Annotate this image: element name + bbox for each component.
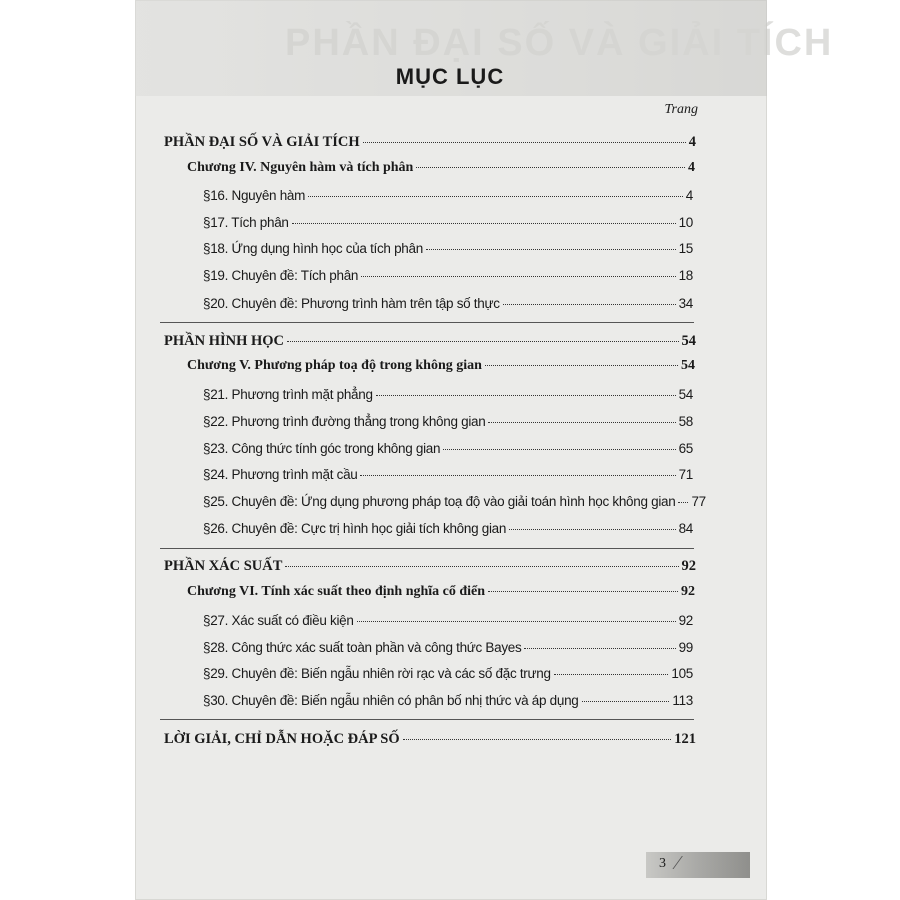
toc-entry-part [164, 558, 696, 575]
toc-entry-page: 113 [672, 693, 693, 708]
toc-entry-label: §24. Phương trình mặt cầu [203, 467, 358, 482]
toc-entry-page: 58 [678, 414, 693, 429]
toc-entry-page: 92 [681, 584, 695, 599]
toc-entry-part [164, 333, 696, 350]
toc-entry-label: §18. Ứng dụng hình học của tích phân [203, 241, 423, 256]
dot-leader [582, 701, 670, 702]
toc-entry-section [203, 693, 693, 708]
dot-leader [376, 395, 676, 396]
toc-entry-page: 54 [681, 358, 695, 373]
toc-entry-page: 4 [688, 160, 695, 175]
dot-leader [403, 739, 672, 740]
dot-leader [554, 674, 669, 675]
toc-entry-page: 84 [678, 521, 693, 536]
toc-entry-section [203, 640, 693, 655]
toc-entry-page: 54 [681, 333, 696, 349]
toc-entry-page: 99 [678, 640, 693, 655]
dot-leader [287, 341, 678, 342]
toc-entry-page: 92 [681, 558, 696, 574]
toc-entry-page: 121 [674, 731, 696, 747]
toc-entry-label: §19. Chuyên đề: Tích phân [203, 268, 359, 283]
toc-entry-label: §28. Công thức xác suất toàn phần và công thức Bayes [203, 640, 522, 655]
toc-entry-page: 18 [678, 268, 693, 283]
toc-entry-section [203, 521, 693, 536]
dot-leader [503, 304, 676, 305]
show-through-text: PHẦN ĐẠI SỐ VÀ GIẢI TÍCH [285, 22, 834, 64]
dot-leader [678, 502, 688, 503]
toc-entry-label: LỜI GIẢI, CHỈ DẪN HOẶC ĐÁP SỐ [164, 731, 400, 747]
toc-entry-part [164, 731, 696, 748]
toc-entry-page: 71 [678, 467, 693, 482]
toc-entry-label: §22. Phương trình đường thẳng trong không gian [203, 414, 486, 429]
toc-entry-label: Chương IV. Nguyên hàm và tích phân [187, 160, 414, 175]
dot-leader [443, 449, 675, 450]
page-title: MỤC LỤC [395, 64, 505, 89]
toc-entry-section [203, 666, 693, 681]
toc-entry-page: 4 [685, 188, 693, 203]
toc-entry-section [203, 215, 693, 230]
dot-leader [488, 422, 675, 423]
dot-leader [485, 365, 678, 366]
section-divider [160, 719, 694, 720]
toc-entry-section [203, 414, 693, 429]
toc-entry-label: PHẦN ĐẠI SỐ VÀ GIẢI TÍCH [164, 134, 360, 150]
toc-entry-label: §16. Nguyên hàm [203, 188, 306, 203]
dot-leader [308, 196, 683, 197]
dot-leader [285, 566, 678, 567]
toc-entry-section [203, 613, 693, 628]
toc-entry-page: 15 [678, 241, 693, 256]
toc-entry-label: §27. Xác suất có điều kiện [203, 613, 354, 628]
section-divider [160, 322, 694, 323]
toc-entry-label: §29. Chuyên đề: Biến ngẫu nhiên rời rạc và các số đặc trưng [203, 666, 551, 681]
toc-entry-label: PHẦN HÌNH HỌC [164, 333, 285, 349]
toc-entry-section [203, 296, 693, 311]
toc-entry-chapter [187, 160, 695, 176]
toc-entry-chapter [187, 584, 695, 600]
toc-entry-section [203, 387, 693, 402]
dot-leader [488, 591, 678, 592]
toc-entry-section [203, 494, 706, 509]
toc-entry-label: §30. Chuyên đề: Biến ngẫu nhiên có phân bố nhị thức và áp dụng [203, 693, 579, 708]
toc-entry-label: Chương VI. Tính xác suất theo định nghĩa cổ điển [187, 584, 486, 599]
toc-entry-page: 10 [678, 215, 693, 230]
toc-entry-label: §26. Chuyên đề: Cực trị hình học giải tích không gian [203, 521, 507, 536]
dot-leader [524, 648, 675, 649]
toc-entry-page: 34 [678, 296, 693, 311]
toc-entry-page: 105 [671, 666, 693, 681]
toc-entry-chapter [187, 358, 695, 374]
dot-leader [426, 249, 676, 250]
dot-leader [357, 621, 676, 622]
dot-leader [416, 167, 685, 168]
toc-entry-section [203, 467, 693, 482]
toc-entry-label: §21. Phương trình mặt phẳng [203, 387, 373, 402]
section-divider [160, 548, 694, 549]
dot-leader [360, 475, 675, 476]
page-number: 3 [659, 856, 666, 871]
toc-entry-label: §20. Chuyên đề: Phương trình hàm trên tập số thực [203, 296, 500, 311]
dot-leader [509, 529, 675, 530]
dot-leader [361, 276, 675, 277]
toc-entry-section [203, 441, 693, 456]
toc-entry-page: 4 [688, 134, 696, 150]
toc-entry-page: 92 [678, 613, 693, 628]
toc-entry-section [203, 188, 693, 203]
toc-entry-page: 54 [678, 387, 693, 402]
toc-entry-label: §25. Chuyên đề: Ứng dụng phương pháp toạ độ vào giải toán hình học không gian [203, 494, 676, 509]
toc-entry-part [164, 134, 696, 151]
toc-entry-page: 77 [691, 494, 706, 509]
toc-entry-label: §23. Công thức tính góc trong không gian [203, 441, 441, 456]
page-column-label: Trang [664, 102, 698, 117]
dot-leader [292, 223, 676, 224]
toc-entry-label: §17. Tích phân [203, 215, 289, 230]
dot-leader [363, 142, 686, 143]
toc-entry-label: PHẦN XÁC SUẤT [164, 558, 283, 574]
toc-entry-page: 65 [678, 441, 693, 456]
page-tab-slash-icon: ⁄ [676, 852, 680, 874]
toc-entry-label: Chương V. Phương pháp toạ độ trong không gian [187, 358, 482, 373]
toc-entry-section [203, 241, 693, 256]
toc-entry-section [203, 268, 693, 283]
